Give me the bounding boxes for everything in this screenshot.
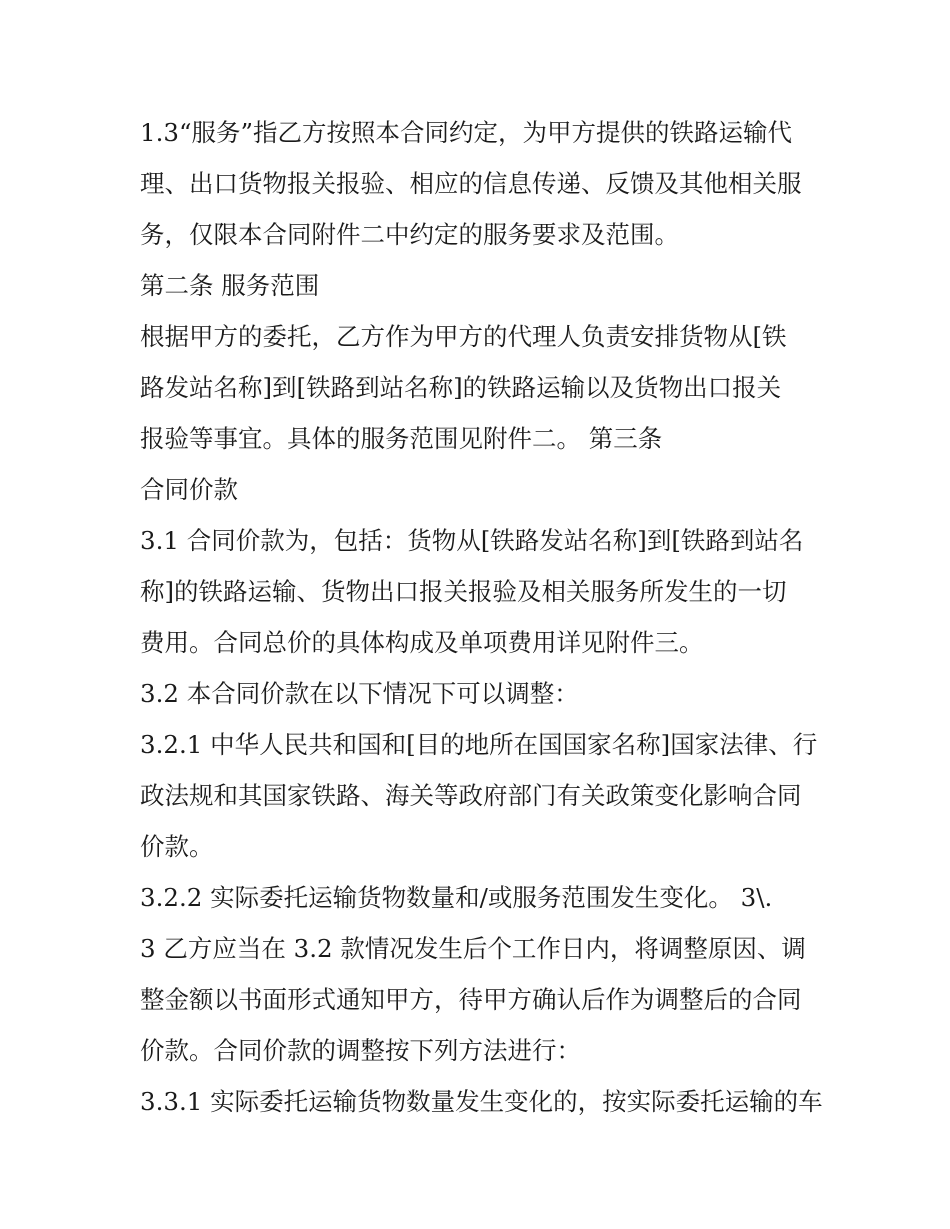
text-line: 理、出口货物报关报验、相应的信息传递、反馈及其他相关服	[140, 169, 802, 198]
text-line: 3 乙方应当在 3.2 款情况发生后个工作日内，将调整原因、调	[140, 934, 806, 963]
text-line: 3.2 本合同价款在以下情况下可以调整：	[140, 679, 579, 708]
text-line: 费用。合同总价的具体构成及单项费用详见附件三。	[140, 628, 704, 657]
document-body	[140, 107, 823, 1127]
text-line: 政法规和其国家铁路、海关等政府部门有关政策变化影响合同	[140, 781, 802, 810]
section-heading: 第二条 服务范围	[140, 271, 320, 300]
text-line: 3.2.2 实际委托运输货物数量和/或服务范围发生变化。 3\.	[140, 883, 773, 912]
text-line: 报验等事宜。具体的服务范围见附件二。 第三条	[140, 424, 663, 453]
text-line: 3.2.1 中华人民共和国和[目的地所在国国家名称]国家法律、行	[140, 730, 818, 759]
text-line: 根据甲方的委托，乙方作为甲方的代理人负责安排货物从[铁	[140, 322, 787, 351]
text-line: 1.3“服务”指乙方按照本合同约定，为甲方提供的铁路运输代	[140, 118, 793, 147]
text-line: 价款。合同价款的调整按下列方法进行：	[140, 1036, 581, 1065]
section-heading: 合同价款	[140, 475, 238, 504]
text-line: 整金额以书面形式通知甲方，待甲方确认后作为调整后的合同	[140, 985, 802, 1014]
text-line: 务，仅限本合同附件二中约定的服务要求及范围。	[140, 220, 679, 249]
text-line: 路发站名称]到[铁路到站名称]的铁路运输以及货物出口报关	[140, 373, 782, 402]
text-line: 称]的铁路运输、货物出口报关报验及相关服务所发生的一切	[140, 577, 787, 606]
text-line: 3.1 合同价款为，包括：货物从[铁路发站名称]到[铁路到站名	[140, 526, 804, 555]
text-line: 价款。	[140, 832, 214, 861]
text-line: 3.3.1 实际委托运输货物数量发生变化的，按实际委托运输的车	[140, 1087, 823, 1116]
